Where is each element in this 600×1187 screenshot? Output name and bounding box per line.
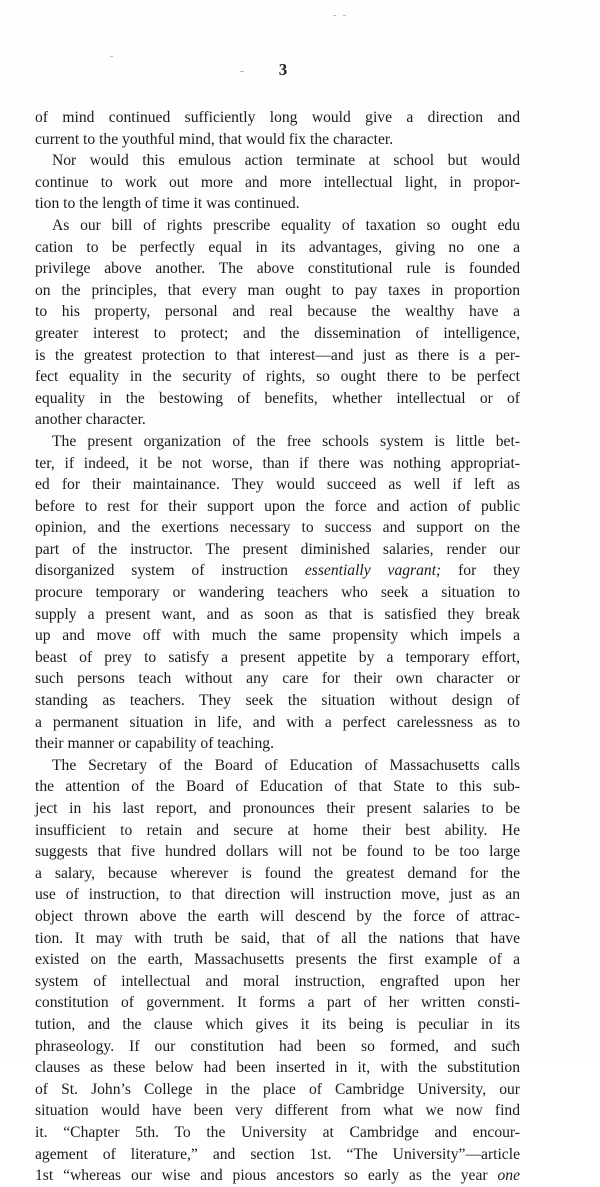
text-line: object thrown above the earth will descend by the force of attrac-: [35, 907, 520, 925]
text-line: opinion, and the exertions necessary to success and support on the: [35, 519, 520, 537]
page-number: 3: [278, 60, 288, 79]
text-segment: 1st “whereas our wise and pious ancestors so early as the year: [35, 1167, 498, 1185]
text-line: constitution of government. It forms a part of her written consti-: [35, 994, 520, 1012]
text-line: Nor would this emulous action terminate at school but would: [52, 152, 520, 170]
text-line: suggests that five hundred dollars will not be found to be too large: [35, 843, 520, 861]
text-line: such persons teach without any care for their own character or: [35, 670, 520, 688]
text-line: existed on the earth, Massachusetts presents the first example of a: [35, 951, 520, 969]
text-line: tion. It may with truth be said, that of all the nations that have: [35, 929, 520, 947]
text-line: clauses as these below had been inserted in it, with the substitution: [35, 1059, 520, 1077]
text-line: of mind continued sufficiently long would give a direction and: [35, 109, 520, 126]
text-line: The Secretary of the Board of Education of Massachusetts calls: [52, 756, 520, 774]
scan-speck: [333, 15, 336, 16]
italic-text: one: [497, 1167, 520, 1185]
text-line: situation would have been very different from what we now find: [35, 1102, 520, 1120]
text-line: tution, and the clause which gives it its being is peculiar in its: [35, 1015, 520, 1033]
text-segment: for they: [441, 562, 520, 580]
text-line: cation to be perfectly equal in its advantages, giving no one a: [35, 238, 520, 256]
text-line: standing as teachers. They seek the situation without design of: [35, 692, 520, 710]
text-line: part of the instructor. The present diminished salaries, render our: [35, 540, 520, 558]
text-segment: disorganized system of instruction: [35, 562, 305, 580]
text-line: is the greatest protection to that interest—and just as there is a per-: [35, 346, 520, 364]
text-line: tion to the length of time it was continued.: [35, 195, 300, 213]
body-text: [35, 107, 520, 1187]
text-line: current to the youthful mind, that would fix the character.: [35, 130, 394, 148]
text-line: privilege above another. The above constitutional rule is founded: [35, 260, 520, 278]
text-line: up and move off with much the same propensity which impels a: [35, 627, 520, 645]
text-line: greater interest to protect; and the dissemination of intelligence,: [35, 324, 520, 342]
text-line: procure temporary or wandering teachers who seek a situation to: [35, 584, 520, 602]
text-line: a salary, because wherever is found the greatest demand for the: [35, 864, 520, 882]
text-line: system of intellectual and moral instruction, engrafted upon her: [35, 972, 520, 990]
text-line: equality in the bestowing of benefits, whether intellectual or of: [35, 389, 520, 407]
text-line: ject in his last report, and pronounces their present salaries to be: [35, 800, 520, 817]
text-line: a permanent situation in life, and with a perfect carelessness as to: [35, 713, 520, 731]
text-line: continue to work out more and more intellectual light, in propor-: [35, 173, 520, 191]
scan-speck: [110, 56, 113, 57]
text-line: it. “Chapter 5th. To the University at Cambridge and encour-: [35, 1123, 520, 1141]
text-line: [35, 1165, 520, 1187]
text-line: supply a present want, and as soon as that is satisfied they break: [35, 605, 520, 623]
text-line: another character.: [35, 411, 146, 429]
text-line: insufficient to retain and secure at home their best ability. He: [35, 821, 520, 839]
text-line: [35, 560, 520, 582]
text-line: their manner or capability of teaching.: [35, 735, 275, 753]
italic-text: essentially vagrant;: [304, 562, 442, 580]
text-line: phraseology. If our constitution had been so formed, and such: [35, 1037, 520, 1055]
text-line: to his property, personal and real because the wealthy have a: [35, 303, 520, 321]
text-line: before to rest for their support upon the force and action of public: [35, 497, 520, 515]
text-line: ed for their maintainance. They would succeed as well if left as: [35, 476, 520, 494]
text-line: the attention of the Board of Education of that State to this sub-: [35, 778, 520, 796]
text-line: fect equality in the security of rights, so ought there to be perfect: [35, 368, 520, 386]
text-line: beast of prey to satisfy a present appetite by a temporary effort,: [35, 648, 520, 666]
text-line: on the principles, that every man ought to pay taxes in proportion: [35, 281, 520, 299]
text-line: The present organization of the free schools system is little bet-: [52, 432, 520, 450]
text-line: agement of literature,” and section 1st. “The University”—article: [35, 1145, 520, 1163]
scan-speck: [343, 15, 346, 16]
text-line: use of instruction, to that direction will instruction move, just as an: [35, 886, 520, 904]
text-line: of St. John’s College in the place of Cambridge University, our: [35, 1080, 520, 1098]
text-line: As our bill of rights prescribe equality of taxation so ought edu: [52, 216, 520, 234]
text-line: ter, if indeed, it be not worse, than if there was nothing appropriat-: [35, 454, 520, 472]
